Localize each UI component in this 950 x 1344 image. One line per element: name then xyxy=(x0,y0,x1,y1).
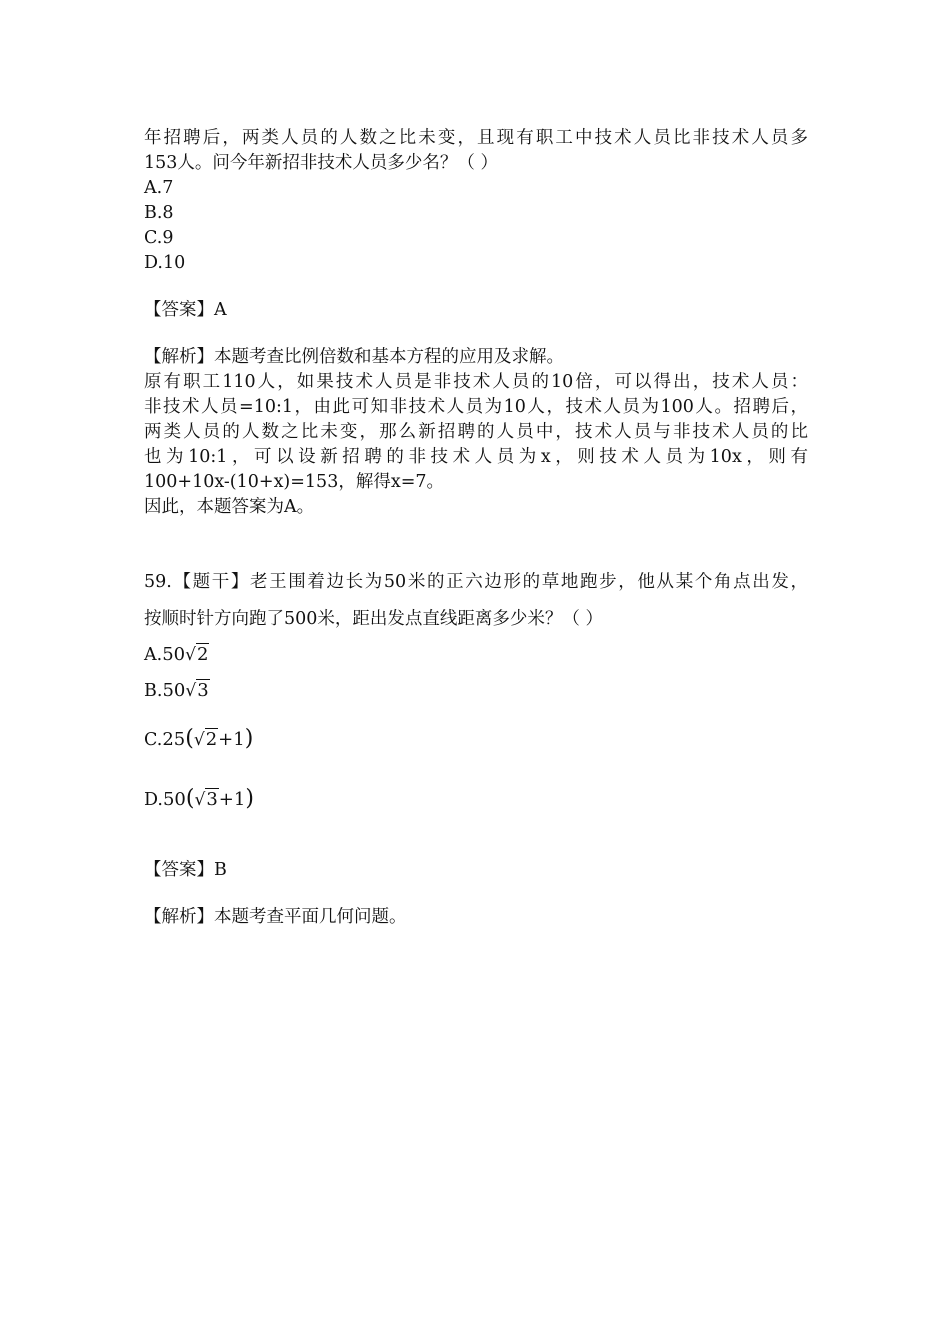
coefficient: 50 xyxy=(162,789,186,810)
right-paren: ) xyxy=(244,726,254,751)
radicand: 3 xyxy=(206,789,218,810)
q58-analysis-line-3: 非技术人员=10:1，由此可知非技术人员为10人，技术人员为100人。招聘后， xyxy=(144,397,808,417)
q58-analysis-line-2: 原有职工110人，如果技术人员是非技术人员的10倍，可以得出，技术人员： xyxy=(144,372,808,392)
option-label: D. xyxy=(144,790,163,810)
q59-option-a xyxy=(144,643,209,667)
radicand: 3 xyxy=(197,680,209,701)
radicand: 2 xyxy=(205,729,218,750)
q59-option-b xyxy=(144,679,210,703)
q59-stem-line-1: 59.【题干】老王围着边长为50米的正六边形的草地跑步，他从某个角点出发， xyxy=(144,572,808,592)
right-paren: ) xyxy=(245,786,254,811)
option-label: C. xyxy=(144,730,163,750)
q58-option-c: C.9 xyxy=(144,228,174,248)
q58-answer: 【答案】A xyxy=(144,300,227,320)
square-root xyxy=(185,679,209,703)
coefficient: 25 xyxy=(162,729,186,750)
radicand: 2 xyxy=(196,644,209,665)
square-root xyxy=(194,788,218,812)
q59-analysis: 【解析】本题考查平面几何问题。 xyxy=(144,907,407,927)
q58-analysis-line-4: 两类人员的人数之比未变，那么新招聘的人员中，技术人员与非技术人员的比 xyxy=(144,422,808,442)
left-paren: ( xyxy=(185,786,195,811)
plus-term: +1 xyxy=(218,729,245,750)
q58-stem-line-2: 153人。问今年新招非技术人员多少名？（ ） xyxy=(144,153,498,173)
q59-answer: 【答案】B xyxy=(144,860,227,880)
plus-term: +1 xyxy=(218,789,246,810)
coefficient: 50 xyxy=(162,644,186,665)
q58-option-b: B.8 xyxy=(144,203,174,223)
option-label: A. xyxy=(144,645,163,665)
square-root xyxy=(194,728,218,752)
option-label: B. xyxy=(144,681,163,701)
radical-sign-icon: √ xyxy=(193,730,205,750)
q59-option-d xyxy=(144,787,254,812)
radical-sign-icon: √ xyxy=(185,681,197,701)
q58-stem-line-1: 年招聘后，两类人员的人数之比未变，且现有职工中技术人员比非技术人员多 xyxy=(144,128,808,148)
coefficient: 50 xyxy=(162,680,186,701)
radical-sign-icon: √ xyxy=(185,645,196,665)
square-root xyxy=(185,643,209,667)
q58-analysis-line-5: 也为10:1，可以设新招聘的非技术人员为x，则技术人员为10x，则有 xyxy=(144,447,808,467)
q58-analysis-line-7: 因此，本题答案为A。 xyxy=(144,497,315,517)
left-paren: ( xyxy=(185,726,194,751)
radical-sign-icon: √ xyxy=(194,790,206,810)
q58-analysis-line-6: 100+10x-(10+x)=153，解得x=7。 xyxy=(144,472,444,492)
q58-option-d: D.10 xyxy=(144,253,186,273)
q59-stem-line-2: 按顺时针方向跑了500米，距出发点直线距离多少米？（ ） xyxy=(144,609,603,629)
q59-option-c xyxy=(144,727,253,752)
q58-analysis-line-1: 【解析】本题考查比例倍数和基本方程的应用及求解。 xyxy=(144,347,564,367)
q58-option-a: A.7 xyxy=(144,178,174,198)
